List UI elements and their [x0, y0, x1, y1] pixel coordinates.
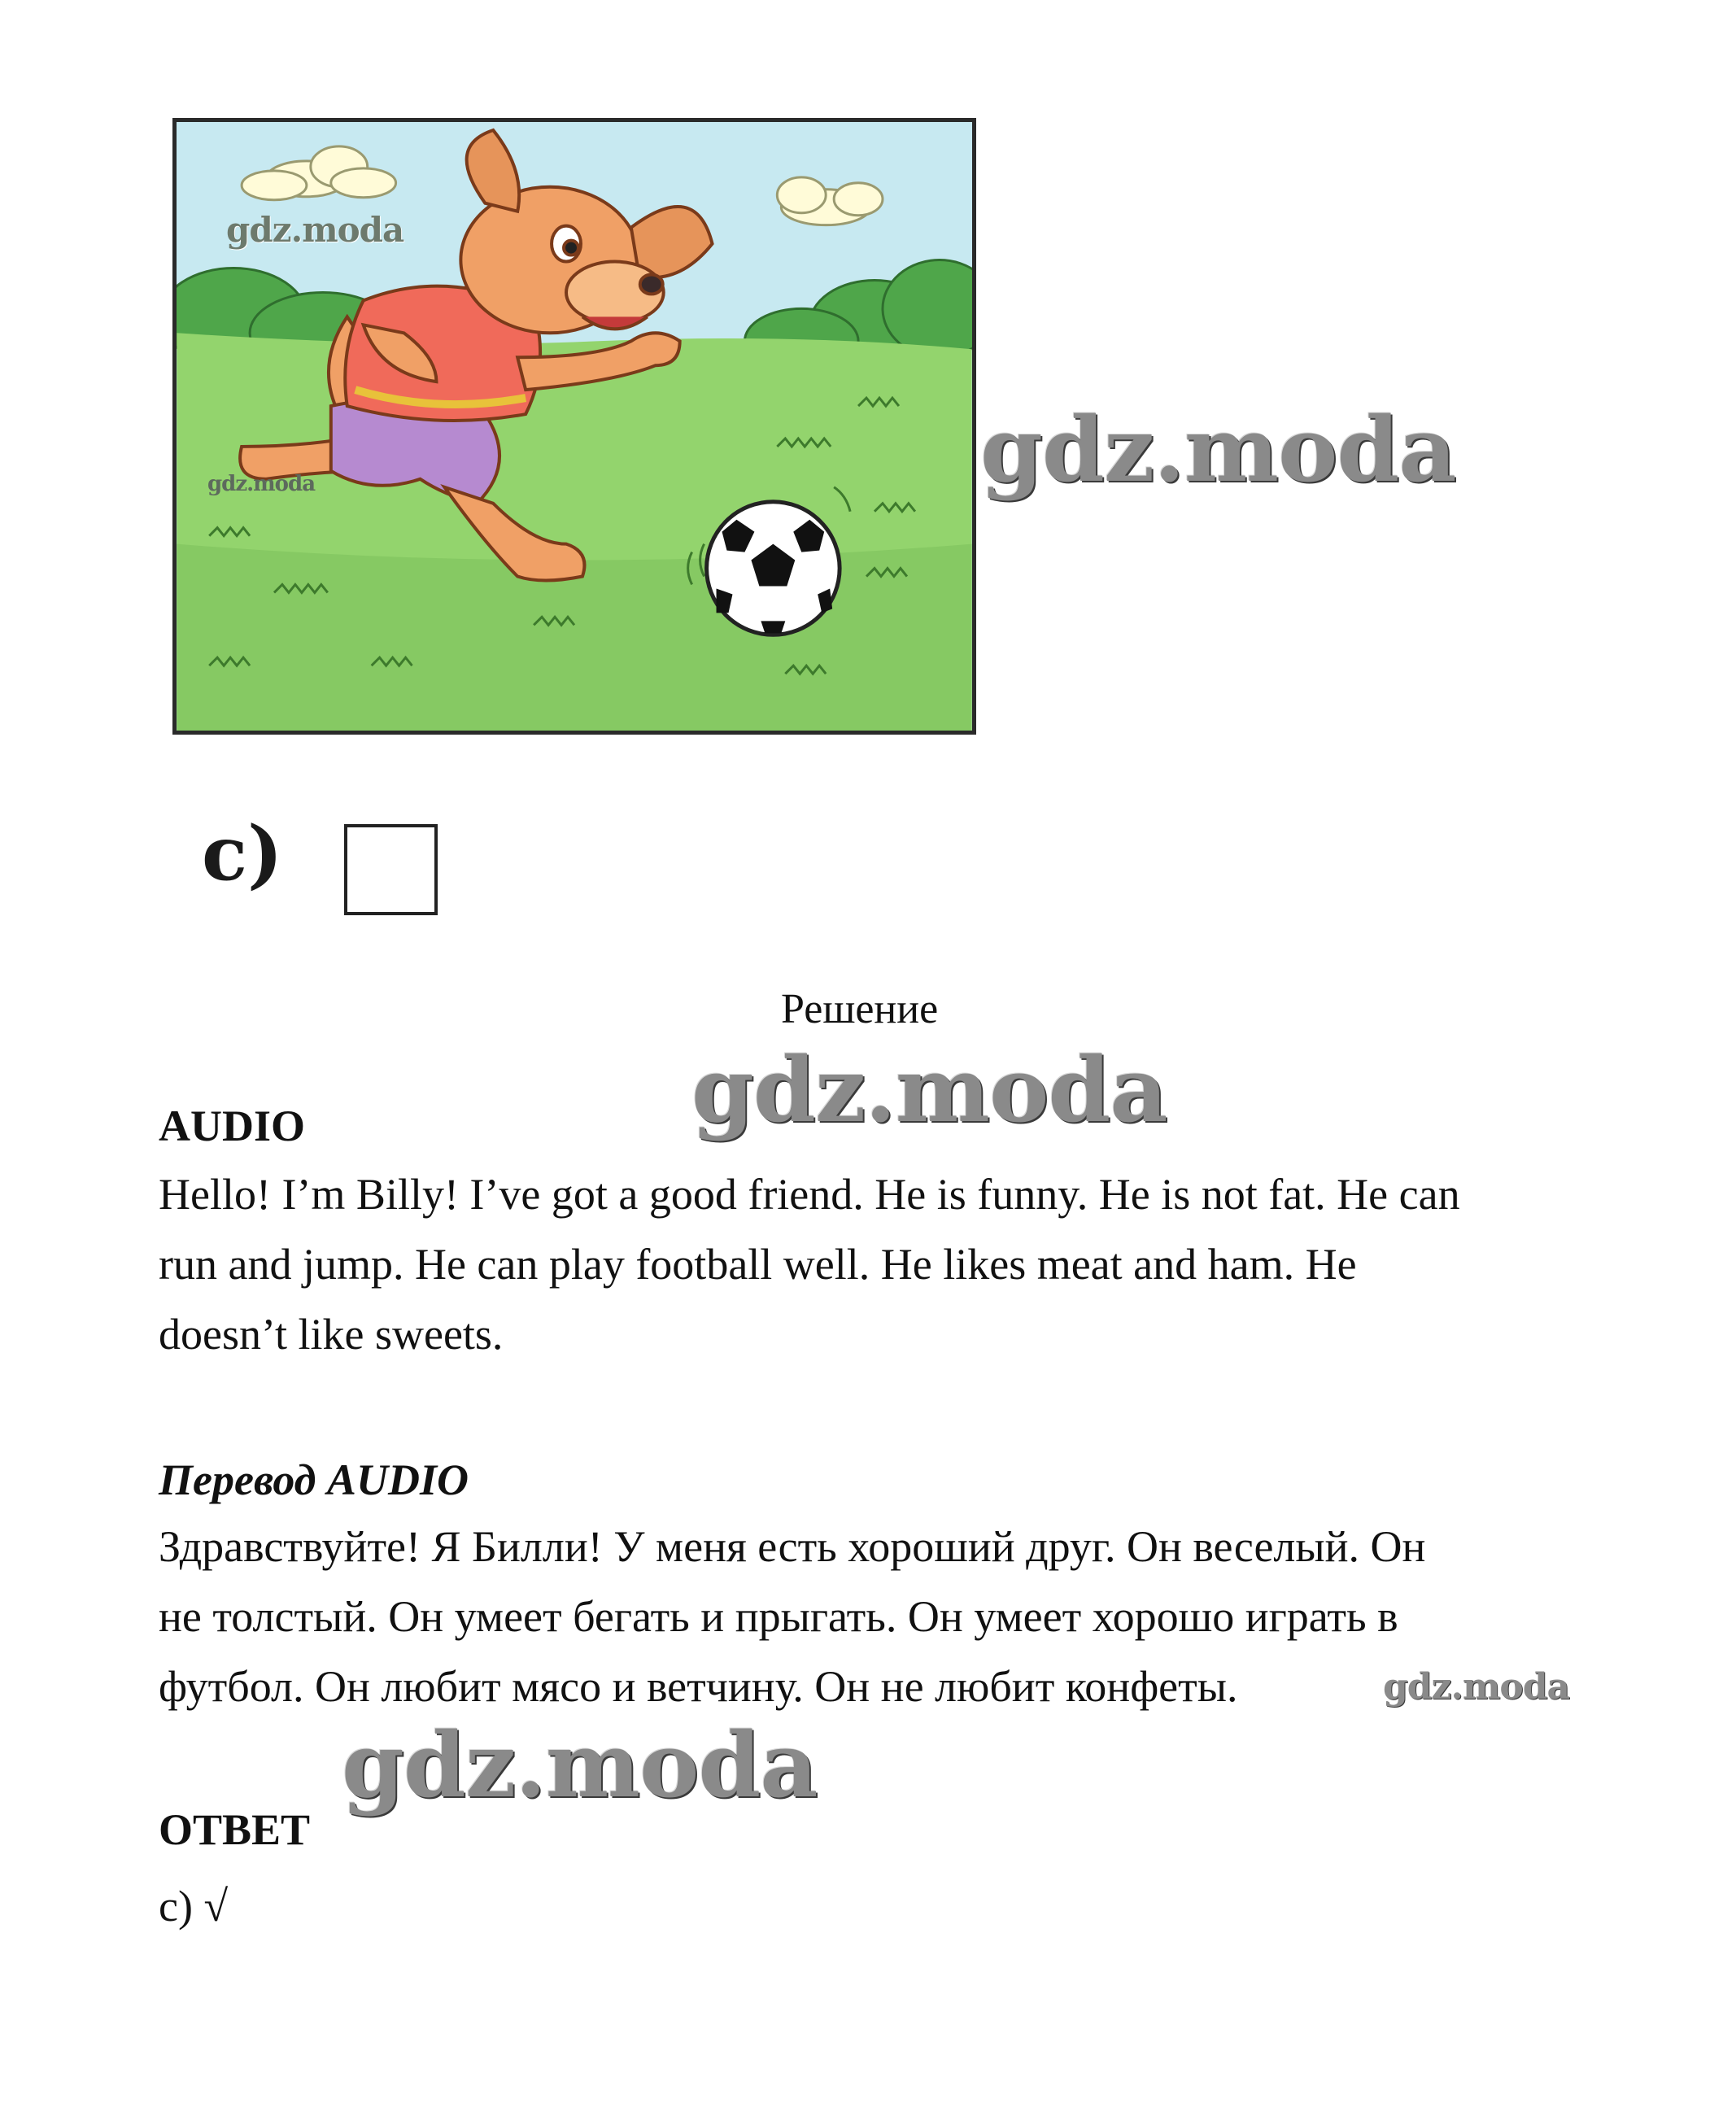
audio-transcript — [159, 1159, 1607, 1369]
translation-line: не толстый. Он умеет бегать и прыгать. Он умеет хорошо играть в — [159, 1592, 1398, 1641]
answer-checkbox[interactable] — [344, 824, 438, 915]
answer-heading: ОТВЕТ — [159, 1805, 311, 1854]
translation-line: Здравствуйте! Я Билли! У меня есть хороший друг. Он веселый. Он — [159, 1522, 1426, 1571]
watermark: gdz.moda — [207, 472, 316, 496]
watermark: gdz.moda — [980, 397, 1456, 502]
audio-line: Hello! I’m Billy! I’ve got a good friend. He is funny. He is not fat. He can — [159, 1170, 1460, 1219]
solution-heading: Решение — [781, 986, 939, 1032]
watermark: gdz.moda — [226, 210, 404, 250]
watermark: gdz.moda — [342, 1713, 818, 1817]
translation-text — [159, 1512, 1607, 1721]
watermark: gdz.moda — [691, 1037, 1167, 1142]
option-label: c) — [202, 809, 283, 897]
audio-line: doesn’t like sweets. — [159, 1310, 504, 1359]
audio-line: run and jump. He can play football well. He likes meat and ham. He — [159, 1240, 1357, 1289]
translation-heading: Перевод AUDIO — [159, 1455, 469, 1504]
translation-line: футбол. Он любит мясо и ветчину. Он не любит конфеты. — [159, 1662, 1238, 1711]
audio-heading: AUDIO — [159, 1102, 306, 1150]
answer-value: c) √ — [159, 1882, 229, 1931]
watermark: gdz.moda — [1383, 1666, 1570, 1708]
